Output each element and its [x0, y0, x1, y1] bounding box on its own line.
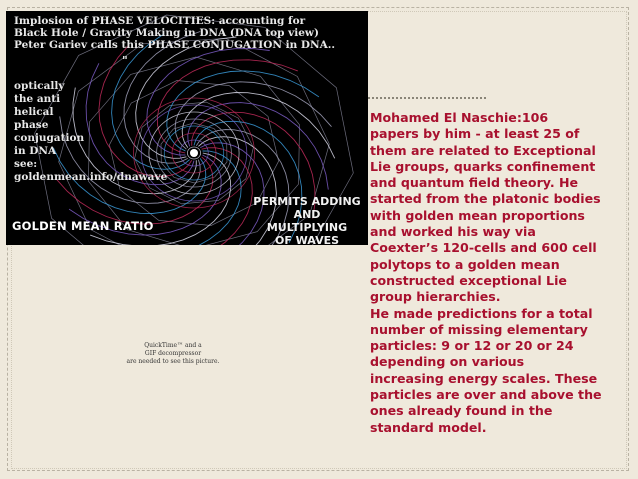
side-caption-line: optically	[14, 80, 65, 92]
quicktime-line: are needed to see this picture.	[126, 358, 220, 365]
side-caption-line: phase	[14, 119, 49, 131]
image-heading-line: Peter Gariev calls this PHASE CONJUGATION in DNA..	[14, 39, 336, 51]
image-side-caption	[14, 80, 168, 184]
body-text	[370, 110, 632, 436]
quicktime-placeholder	[120, 342, 226, 366]
body-line: particles: 9 or 12 or 20 or 24	[370, 338, 574, 354]
body-line: and worked his way via	[370, 224, 536, 240]
side-caption-link: goldenmean.info/dnawave	[14, 171, 168, 183]
dotted-divider	[368, 97, 486, 99]
image-heading	[14, 15, 344, 51]
quicktime-line: QuickTime™ and a	[144, 342, 202, 349]
image-quote-mark: "	[122, 54, 128, 67]
body-line: increasing energy scales. These	[370, 370, 598, 386]
body-line: and quantum field theory. He	[370, 175, 579, 191]
body-line: Lie groups, quarks confinement	[370, 158, 596, 174]
body-line: standard model.	[370, 419, 487, 435]
body-line: depending on various	[370, 354, 525, 370]
body-line: started from the platonic bodies	[370, 191, 601, 207]
body-line: Coexter’s 120-cells and 600 cell	[370, 240, 597, 256]
image-heading-line: Black Hole / Gravity Making in DNA (DNA top view)	[14, 27, 319, 39]
body-line: them are related to Exceptional	[370, 142, 596, 158]
golden-mean-ratio-label: GOLDEN MEAN RATIO	[12, 219, 154, 233]
body-line: number of missing elementary	[370, 321, 588, 337]
body-line: polytops to a golden mean	[370, 256, 560, 272]
body-line: ones already found in the	[370, 403, 553, 419]
body-line: particles are over and above the	[370, 387, 602, 403]
dna-wave-image	[6, 11, 368, 245]
center-glow	[190, 149, 198, 157]
body-line: papers by him - at least 25 of	[370, 126, 580, 142]
permits-line: OF WAVES	[274, 234, 340, 245]
side-caption-line: conjugation	[14, 132, 85, 144]
body-line: He made predictions for a total	[370, 305, 593, 321]
permits-line: AND	[293, 208, 321, 221]
side-caption-line: in DNA	[14, 145, 57, 157]
permits-caption	[242, 195, 368, 245]
side-caption-line: see:	[14, 158, 38, 170]
quicktime-line: GIF decompressor	[144, 350, 202, 357]
image-heading-line: Implosion of PHASE VELOCITIES: accounting for	[14, 15, 306, 27]
body-line: Mohamed El Naschie:106	[370, 110, 549, 125]
side-caption-line: the anti	[14, 93, 61, 105]
body-line: with golden mean proportions	[370, 207, 585, 223]
permits-line: MULTIPLYING	[266, 221, 348, 234]
spiral-arm	[167, 71, 319, 151]
permits-line: PERMITS ADDING	[253, 195, 361, 208]
body-line: constructed exceptional Lie	[370, 272, 567, 288]
body-line: group hierarchies.	[370, 289, 501, 305]
side-caption-line: helical	[14, 106, 54, 118]
